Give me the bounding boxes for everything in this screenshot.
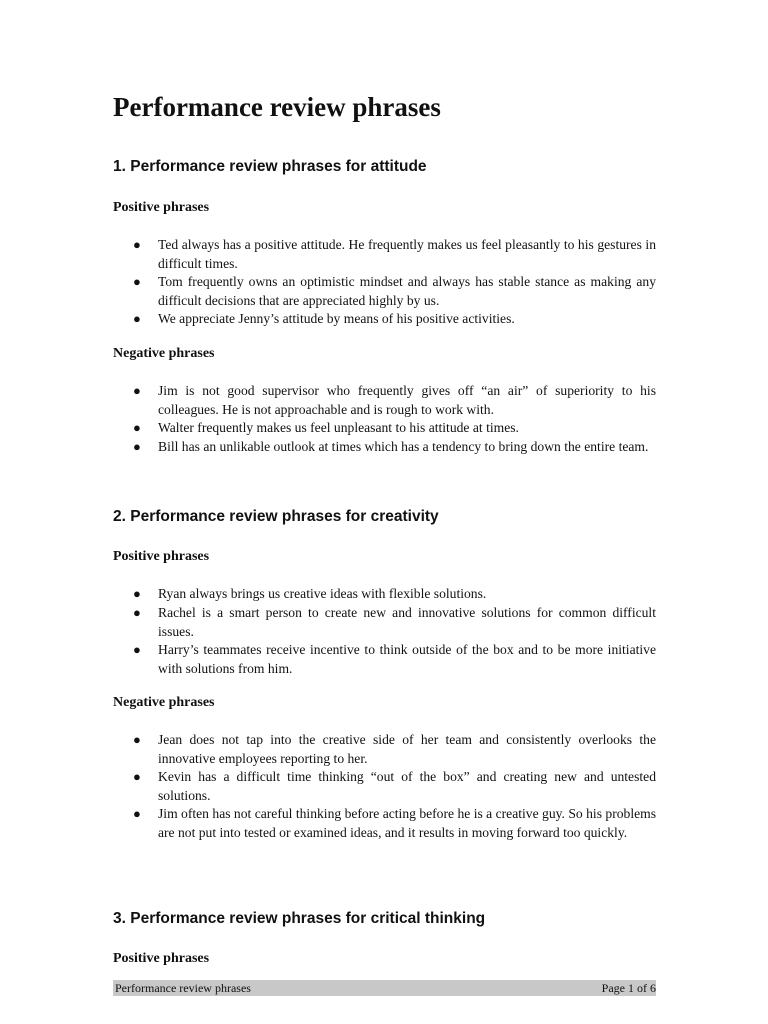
list-item bbox=[133, 419, 656, 438]
bullet-icon: ● bbox=[133, 383, 141, 398]
bullet-icon: ● bbox=[133, 274, 141, 289]
bullet-icon: ● bbox=[133, 439, 141, 454]
list-item bbox=[133, 805, 656, 842]
list-item bbox=[133, 438, 656, 457]
bullet-icon: ● bbox=[133, 311, 141, 326]
list-item-text: Jim is not good supervisor who frequently gives off “an air” of superiority to his colleagues. He is not approachable and is rough to work with. bbox=[158, 383, 656, 417]
list-item-text: Jean does not tap into the creative side of her team and consistently overlooks the innovative employees reporting to her. bbox=[158, 732, 656, 766]
list-item-text: Rachel is a smart person to create new and innovative solutions for common difficult issues. bbox=[158, 605, 656, 639]
subheading-negative-phrases: Negative phrases bbox=[113, 346, 215, 361]
bullet-icon: ● bbox=[133, 605, 141, 620]
footer-page-indicator: Page 1 of 6 bbox=[601, 981, 656, 995]
subheading-negative-phrases: Negative phrases bbox=[113, 695, 215, 710]
bullet-icon: ● bbox=[133, 806, 141, 821]
list-item-text: We appreciate Jenny’s attitude by means of his positive activities. bbox=[158, 311, 515, 326]
list-item bbox=[133, 273, 656, 310]
list-item-text: Tom frequently owns an optimistic mindset and always has stable stance as making any difficult decisions that are appreciated highly by us. bbox=[158, 274, 656, 308]
footer-document-title: Performance review phrases bbox=[115, 981, 251, 995]
list-item bbox=[133, 768, 656, 805]
list-item-text: Kevin has a difficult time thinking “out of the box” and creating new and untested solutions. bbox=[158, 769, 656, 803]
list-item bbox=[133, 604, 656, 641]
subheading-positive-phrases: Positive phrases bbox=[113, 549, 210, 564]
list-item bbox=[133, 382, 656, 419]
bullet-icon: ● bbox=[133, 586, 141, 601]
list-item-text: Ryan always brings us creative ideas with flexible solutions. bbox=[158, 586, 487, 601]
list-item bbox=[133, 641, 656, 678]
list-item-text: Harry’s teammates receive incentive to think outside of the box and to be more initiative with solutions from him. bbox=[158, 642, 656, 676]
bullet-icon: ● bbox=[133, 732, 141, 747]
list-item bbox=[133, 310, 656, 329]
bullet-icon: ● bbox=[133, 642, 141, 657]
page-footer bbox=[113, 980, 656, 996]
subheading-positive-phrases: Positive phrases bbox=[113, 951, 210, 966]
bullet-icon: ● bbox=[133, 769, 141, 784]
section-heading-attitude: 1. Performance review phrases for attitude bbox=[113, 158, 427, 175]
list-item-text: Bill has an unlikable outlook at times which has a tendency to bring down the entire team. bbox=[158, 439, 649, 454]
section-heading-creativity: 2. Performance review phrases for creativity bbox=[113, 508, 439, 525]
subheading-positive-phrases: Positive phrases bbox=[113, 200, 210, 215]
section-heading-critical-thinking: 3. Performance review phrases for critical thinking bbox=[113, 910, 486, 927]
list-item-text: Ted always has a positive attitude. He frequently makes us feel pleasantly to his gestures in difficult times. bbox=[158, 237, 656, 271]
list-item bbox=[133, 236, 656, 273]
list-item bbox=[133, 731, 656, 768]
list-item bbox=[133, 585, 656, 604]
list-item-text: Jim often has not careful thinking before acting before he is a creative guy. So his problems are not put into tested or examined ideas, and it results in moving forward too quickly. bbox=[158, 806, 656, 840]
bullet-icon: ● bbox=[133, 237, 141, 252]
document-title: Performance review phrases bbox=[113, 92, 441, 122]
list-item-text: Walter frequently makes us feel unpleasant to his attitude at times. bbox=[158, 420, 519, 435]
bullet-icon: ● bbox=[133, 420, 141, 435]
